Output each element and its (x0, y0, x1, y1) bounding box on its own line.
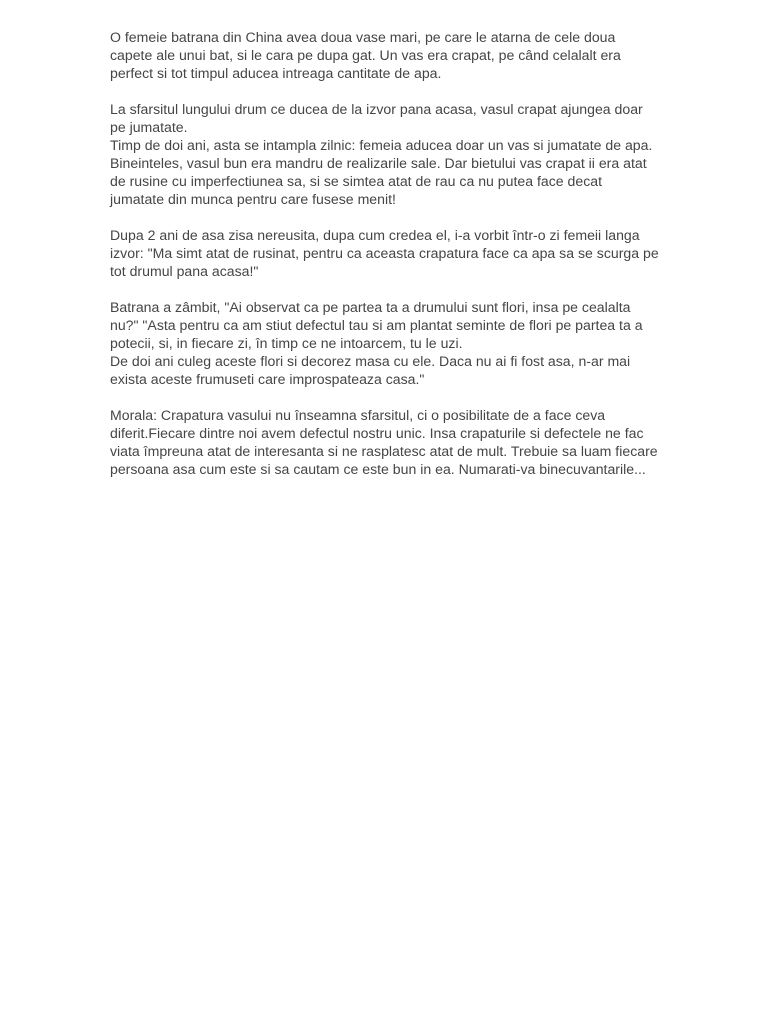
text-line: potecii, si, in fiecare zi, în timp ce ne intoarcem, tu le uzi. (110, 335, 463, 351)
paragraph-intro (110, 28, 720, 82)
text-line: La sfarsitul lungului drum ce ducea de la izvor pana acasa, vasul crapat ajungea doar (110, 101, 643, 117)
text-line: exista aceste frumuseti care improspateaza casa." (110, 371, 425, 387)
paragraph-confession (110, 226, 720, 280)
paragraph-moral (110, 406, 720, 478)
text-line: izvor: "Ma simt atat de rusinat, pentru ca aceasta crapatura face ca apa sa se scurga pe (110, 245, 659, 261)
text-line: nu?" "Asta pentru ca am stiut defectul tau si am plantat seminte de flori pe partea ta a (110, 317, 643, 333)
text-line: Bineinteles, vasul bun era mandru de realizarile sale. Dar bietului vas crapat ii era atat (110, 155, 647, 171)
text-line: Timp de doi ani, asta se intampla zilnic: femeia aducea doar un vas si jumatate de apa. (110, 137, 653, 153)
text-line: Dupa 2 ani de asa zisa nereusita, dupa cum credea el, i-a vorbit într-o zi femeii langa (110, 227, 640, 243)
text-line: Batrana a zâmbit, "Ai observat ca pe partea ta a drumului sunt flori, insa pe cealalta (110, 299, 631, 315)
text-line: persoana asa cum este si sa cautam ce este bun in ea. Numarati-va binecuvantarile... (110, 461, 646, 477)
text-line: Morala: Crapatura vasului nu înseamna sfarsitul, ci o posibilitate de a face ceva (110, 407, 606, 423)
text-line: perfect si tot timpul aducea intreaga cantitate de apa. (110, 65, 442, 81)
text-line: O femeie batrana din China avea doua vase mari, pe care le atarna de cele doua (110, 29, 616, 45)
text-line: De doi ani culeg aceste flori si decorez masa cu ele. Daca nu ai fi fost asa, n-ar mai (110, 353, 631, 369)
text-line: diferit.Fiecare dintre noi avem defectul nostru unic. Insa crapaturile si defectele ne fac (110, 425, 644, 441)
paragraph-reply (110, 298, 720, 388)
text-line: viata împreuna atat de interesanta si ne rasplatesc atat de mult. Trebuie sa luam fiecare (110, 443, 658, 459)
text-line: capete ale unui bat, si le cara pe dupa gat. Un vas era crapat, pe când celalalt era (110, 47, 621, 63)
text-line: pe jumatate. (110, 119, 188, 135)
text-line: jumatate din munca pentru care fusese menit! (110, 191, 396, 207)
text-line: de rusine cu imperfectiunea sa, si se simtea atat de rau ca nu putea face decat (110, 173, 603, 189)
text-line: tot drumul pana acasa!" (110, 263, 259, 279)
paragraph-journey (110, 100, 720, 208)
document-body (110, 28, 720, 496)
